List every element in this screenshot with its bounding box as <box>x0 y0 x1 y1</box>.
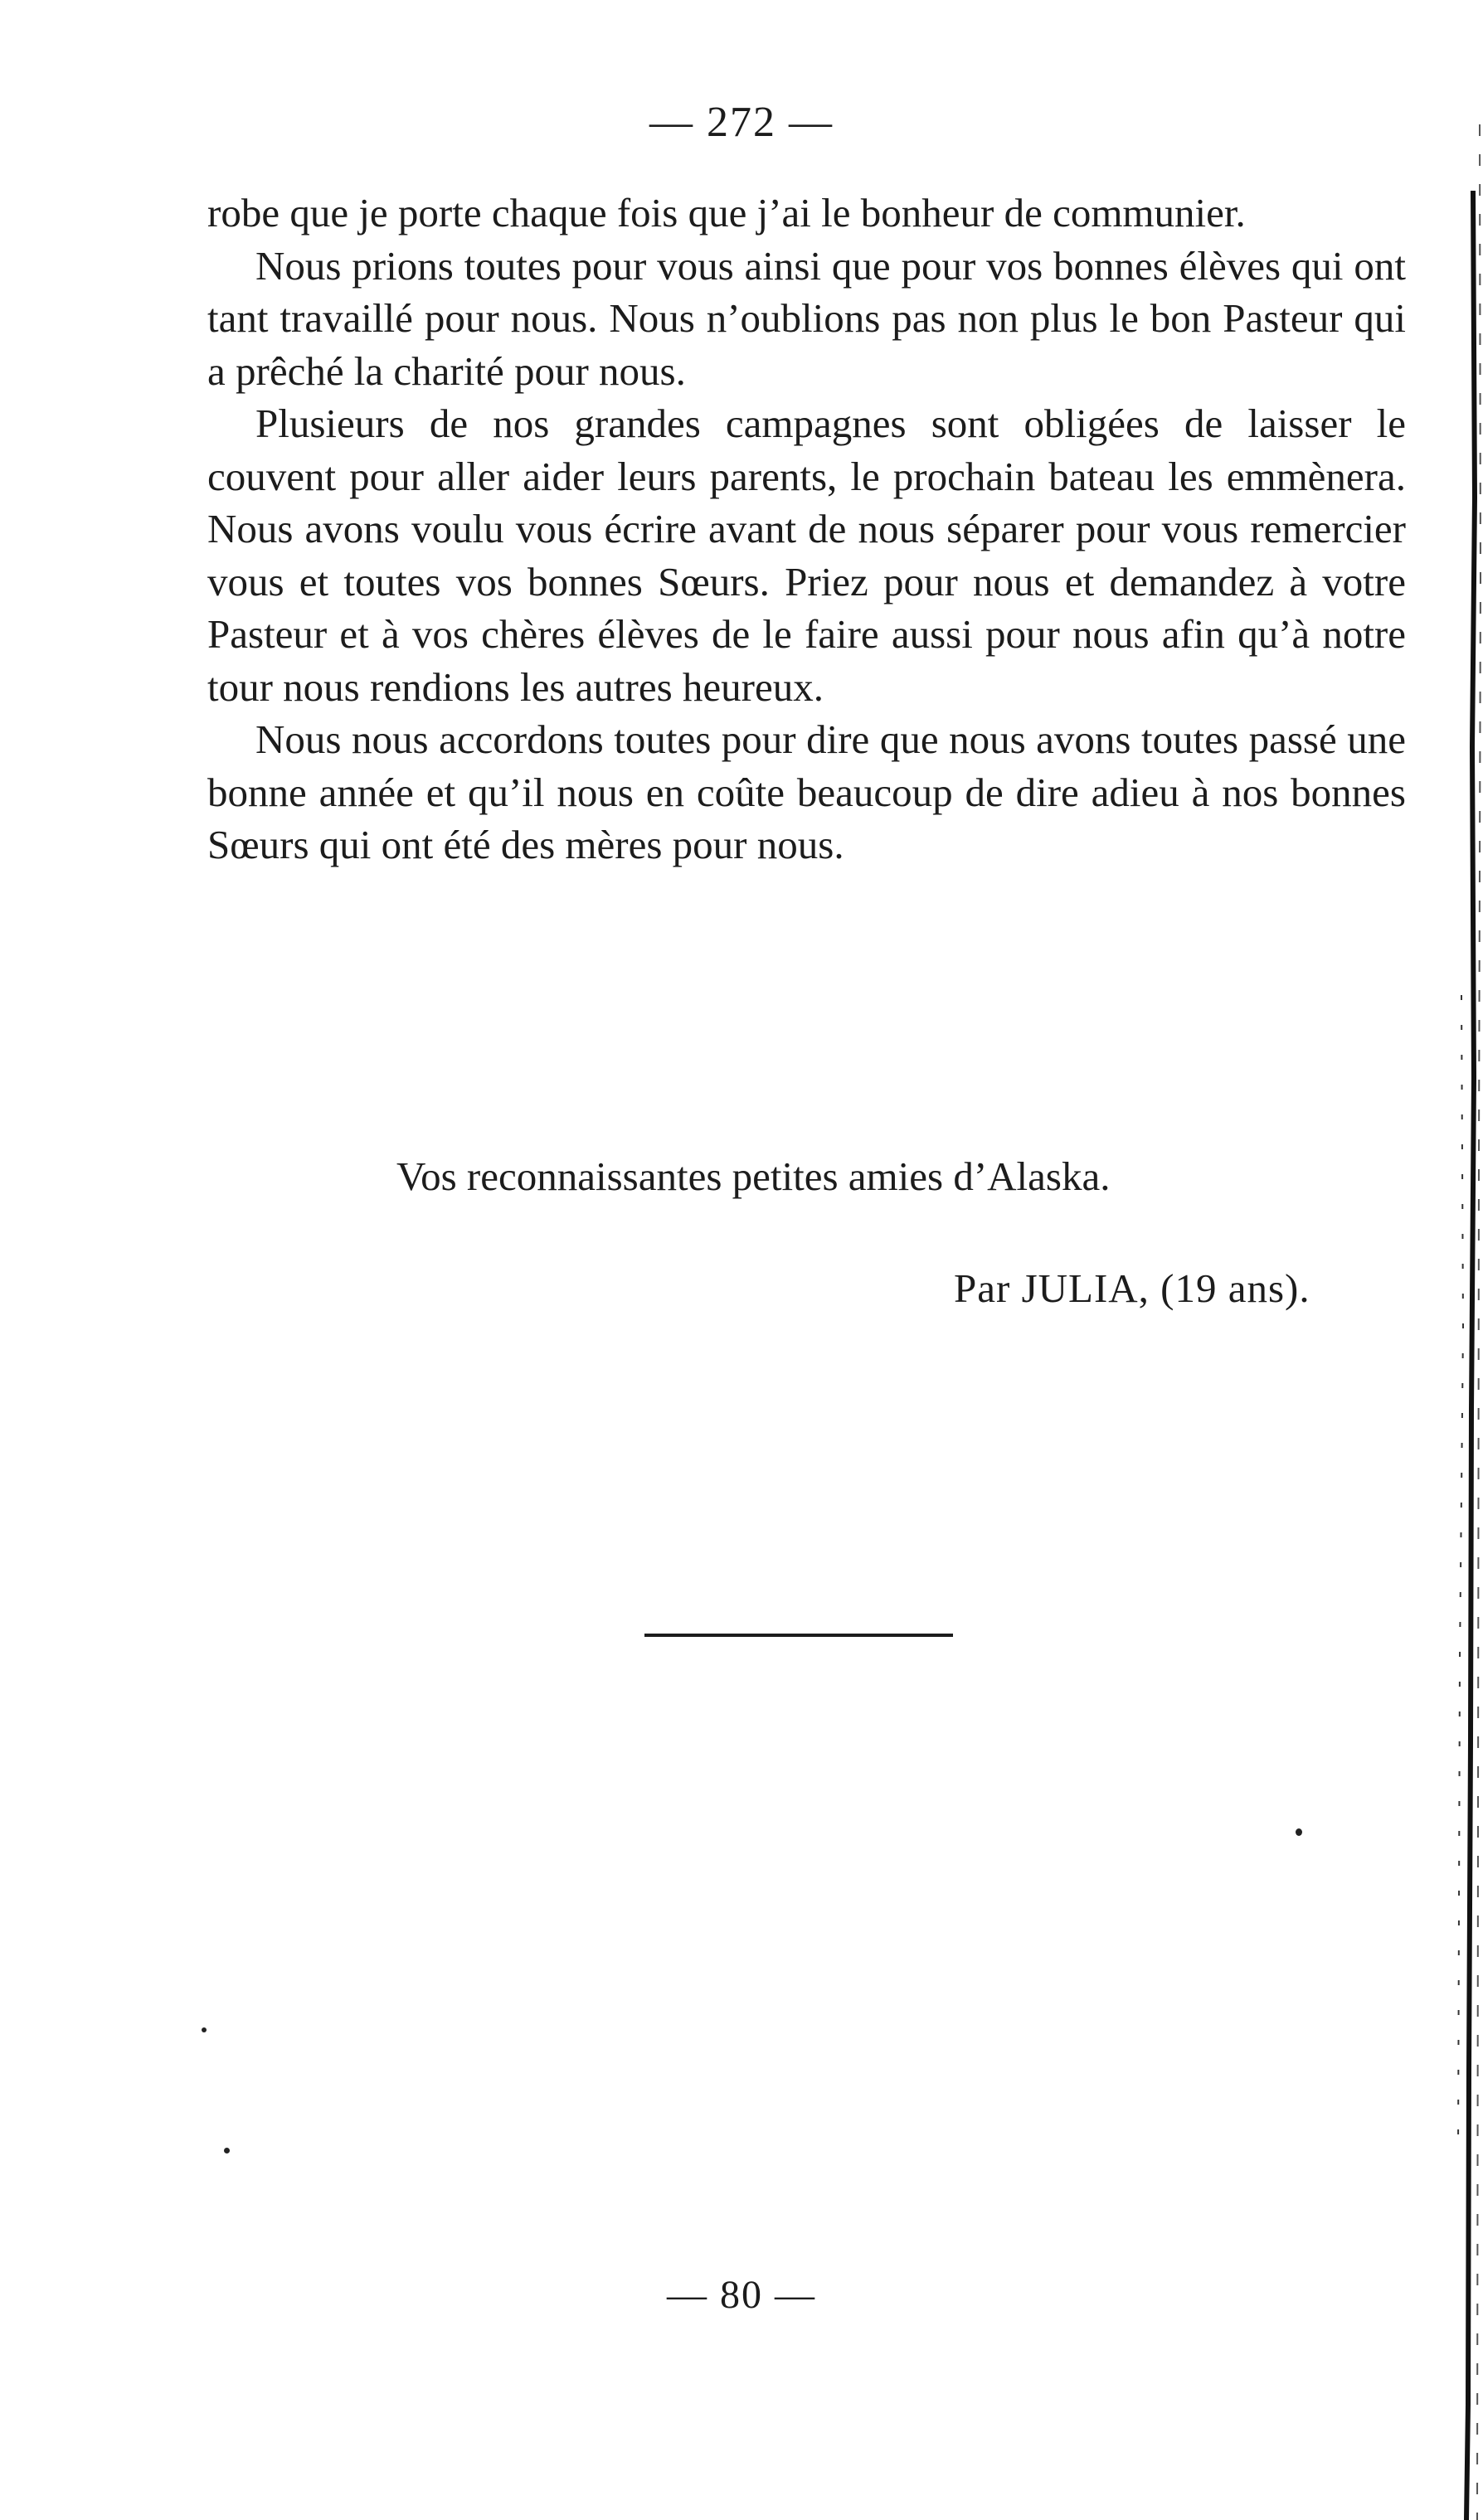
ink-speck <box>224 2148 230 2153</box>
letter-signature: Par JULIA, (19 ans). <box>954 1265 1310 1311</box>
page-number-header: — 272 — <box>649 99 834 146</box>
letter-body <box>207 187 1406 872</box>
paragraph-2: Nous prions toutes pour vous ainsi que pour vos bonnes élèves qui ont tant travaillé pour nous. Nous n’oublions pas non plus le bon Pasteur qui a prêché la charité pour nous. <box>207 242 1406 394</box>
section-divider <box>644 1634 953 1637</box>
letter-closing: Vos reconnaissantes petites amies d’Alaska. <box>396 1153 1111 1199</box>
paragraph-3: Plusieurs de nos grandes campagnes sont obligées de laisser le couvent pour aller aider leurs parents, le prochain bateau les emmènera. Nous avons voulu vous écrire avant de nous séparer pour vous remercier vous et toutes vos bonnes Sœurs. Priez pour nous et demandez à votre Pasteur et à vos chères élèves de le faire aussi pour nous afin qu’à notre tour nous rendions les autres heureux. <box>207 401 1406 710</box>
page-number-footer: — 80 — <box>667 2273 816 2317</box>
ink-speck <box>202 2027 207 2032</box>
paragraph-4: Nous nous accordons toutes pour dire que nous avons toutes passé une bonne année et qu’il nous en coûte beaucoup de dire adieu à nos bonnes Sœurs qui ont été des mères pour nous. <box>207 716 1406 867</box>
page-edge-scan-artifact <box>1425 0 1483 2520</box>
paragraph-1: robe que je porte chaque fois que j’ai le bonheur de communier. <box>207 190 1246 235</box>
ink-speck <box>1296 1828 1302 1836</box>
